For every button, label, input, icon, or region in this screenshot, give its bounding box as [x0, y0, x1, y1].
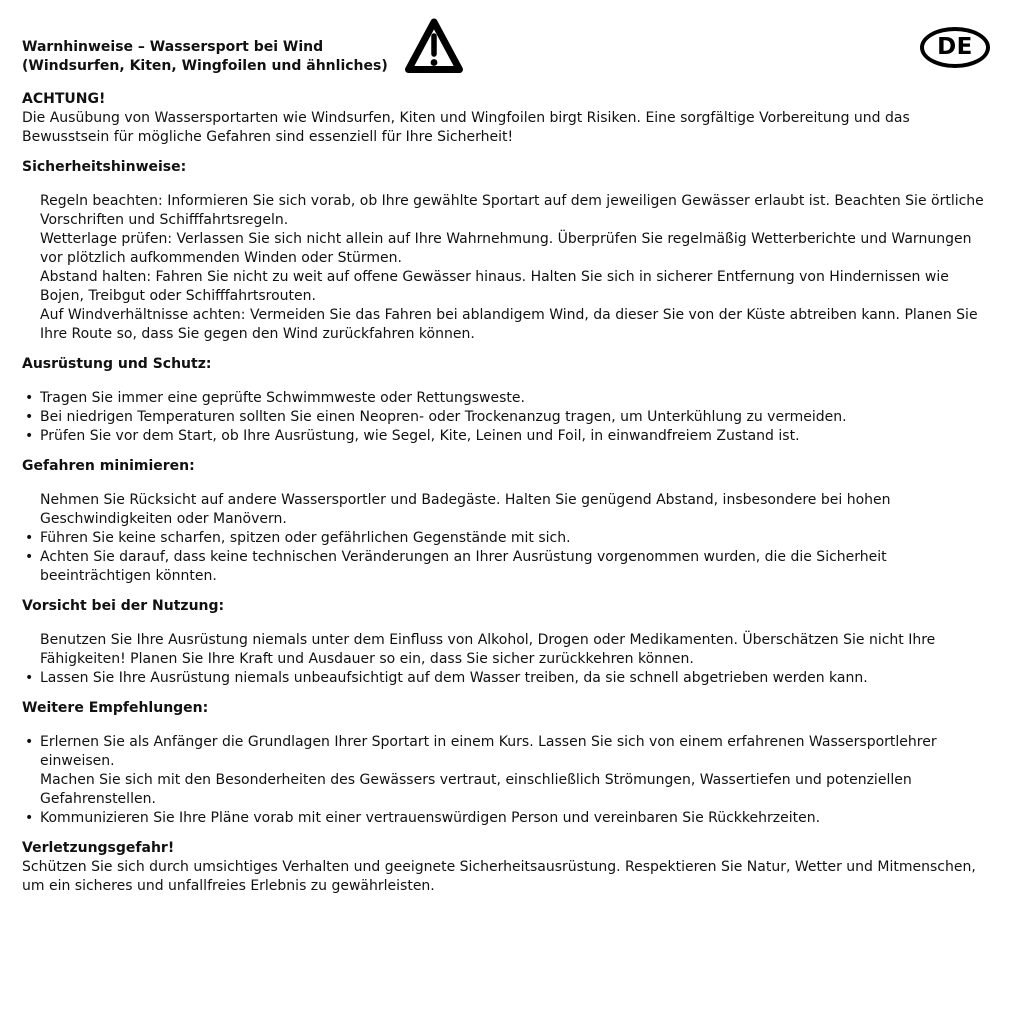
list-item: • Bei niedrigen Temperaturen sollten Sie einen Neopren- oder Trockenanzug tragen, um Unterkühlung zu vermeiden. — [22, 408, 996, 427]
list-item: Abstand halten: Fahren Sie nicht zu weit auf offene Gewässer hinaus. Halten Sie sich in sicherer Entfernung von Hindernissen wie Bojen, Treibgut oder Schifffahrtsrouten. — [40, 269, 949, 304]
section-heading: Sicherheitshinweise: — [22, 159, 187, 175]
list-item: • Achten Sie darauf, dass keine technischen Veränderungen an Ihrer Ausrüstung vorgenommen wurden, die die Sicherheit beeinträchtigen könnten. — [22, 548, 996, 586]
title-line-2: (Windsurfen, Kiten, Wingfoilen und ähnliches) — [22, 58, 388, 74]
section-gefahren-minimieren — [22, 457, 996, 586]
section-heading: Verletzungsgefahr! — [22, 840, 175, 856]
paragraph: Die Ausübung von Wassersportarten wie Windsurfen, Kiten und Wingfoilen birgt Risiken. Eine sorgfältige Vorbereitung und das Bewusstsein für mögliche Gefahren sind essenziell für Ihre Sicherheit! — [22, 110, 910, 145]
section-heading: Vorsicht bei der Nutzung: — [22, 598, 225, 614]
list-item: • Kommunizieren Sie Ihre Pläne vorab mit einer vertrauenswürdigen Person und vereinbaren Sie Rückkehrzeiten. — [22, 809, 996, 828]
list-item: Wetterlage prüfen: Verlassen Sie sich nicht allein auf Ihre Wahrnehmung. Überprüfen Sie regelmäßig Wetterberichte und Warnungen vor plötzlich aufkommenden Winden oder Stürmen. — [40, 231, 972, 266]
section-items — [22, 389, 996, 446]
list-item: Benutzen Sie Ihre Ausrüstung niemals unter dem Einfluss von Alkohol, Drogen oder Medikamenten. Überschätzen Sie nicht Ihre Fähigkeiten! Planen Sie Ihre Kraft und Ausdauer so ein, dass Sie sicher zurückkehren können. — [40, 632, 936, 667]
page-title — [22, 38, 388, 76]
list-item: • Führen Sie keine scharfen, spitzen oder gefährlichen Gegenstände mit sich. — [22, 529, 996, 548]
list-item: • Lassen Sie Ihre Ausrüstung niemals unbeaufsichtigt auf dem Wasser treiben, da sie schnell abgetrieben werden kann. — [22, 669, 996, 688]
section-items — [22, 491, 996, 586]
title-line-1: Warnhinweise – Wassersport bei Wind — [22, 39, 324, 55]
list-item: Regeln beachten: Informieren Sie sich vorab, ob Ihre gewählte Sportart auf dem jeweiligen Gewässer erlaubt ist. Beachten Sie örtliche Vorschriften und Schifffahrtsregeln. — [40, 193, 984, 228]
language-badge-label: DE — [937, 34, 973, 60]
warning-triangle-icon — [403, 16, 465, 78]
list-item: Nehmen Sie Rücksicht auf andere Wassersportler und Badegäste. Halten Sie genügend Abstand, insbesondere bei hohen Geschwindigkeiten oder Manövern. — [40, 492, 891, 527]
section-heading: Ausrüstung und Schutz: — [22, 356, 212, 372]
section-heading: ACHTUNG! — [22, 91, 106, 107]
list-item: Machen Sie sich mit den Besonderheiten des Gewässers vertraut, einschließlich Strömungen, Wassertiefen und potenziellen Gefahrenstellen. — [40, 772, 912, 807]
section-heading: Weitere Empfehlungen: — [22, 700, 209, 716]
paragraph: Schützen Sie sich durch umsichtiges Verhalten und geeignete Sicherheitsausrüstung. Respektieren Sie Natur, Wetter und Mitmenschen, um ein sicheres und unfallfreies Erlebnis zu gewährleisten. — [22, 859, 976, 894]
document-header — [22, 0, 996, 90]
list-item: • Tragen Sie immer eine geprüfte Schwimmweste oder Rettungsweste. — [22, 389, 996, 408]
section-items — [22, 631, 996, 688]
section-achtung — [22, 90, 996, 147]
list-item: • Erlernen Sie als Anfänger die Grundlagen Ihrer Sportart in einem Kurs. Lassen Sie sich von einem erfahrenen Wassersportlehrer einweisen. — [22, 733, 996, 771]
section-heading: Gefahren minimieren: — [22, 458, 195, 474]
section-verletzungsgefahr — [22, 839, 996, 896]
section-items — [22, 192, 996, 344]
section-weitere-empfehlungen — [22, 699, 996, 828]
list-item: • Prüfen Sie vor dem Start, ob Ihre Ausrüstung, wie Segel, Kite, Leinen und Foil, in einwandfreiem Zustand ist. — [22, 427, 996, 446]
list-item: Auf Windverhältnisse achten: Vermeiden Sie das Fahren bei ablandigem Wind, da dieser Sie von der Küste abtreiben kann. Planen Sie Ihre Route so, dass Sie gegen den Wind zurückfahren können. — [40, 307, 978, 342]
section-ausruestung-und-schutz — [22, 355, 996, 446]
section-sicherheitshinweise — [22, 158, 996, 344]
language-badge — [920, 27, 990, 68]
section-items — [22, 733, 996, 828]
section-vorsicht-bei-der-nutzung — [22, 597, 996, 688]
